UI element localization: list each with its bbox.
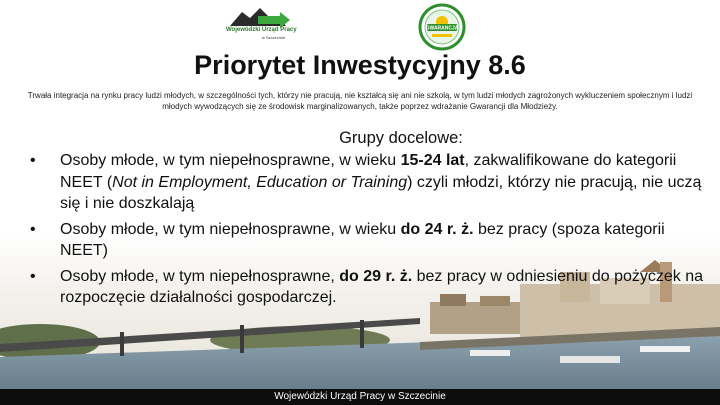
list-item — [26, 266, 706, 309]
target-groups-heading: Grupy docelowe: — [339, 129, 463, 147]
bullet-text: , zakwalifikowane do kategorii NEET ( — [60, 152, 677, 191]
bullet-text: Osoby młode, w tym niepełnosprawne, w wieku — [60, 152, 401, 169]
bullet-text: bez pracy (spoza kategorii NEET) — [60, 220, 665, 259]
page-title: Priorytet Inwestycyjny 8.6 — [194, 50, 526, 80]
left-logo-subtitle: w Szczecinie — [262, 35, 286, 40]
intro-paragraph: Trwała integracja na rynku pracy ludzi młodych, w szczególności tych, którzy nie pracują, nie kształcą się ani nie szkolą, w tym ludzi młodych zagrożonych wykluczeniem społecznym i ludzi młodych wywodzących się ze środowisk marginalizowanych, także poprzez wdrażanie Gwarancji dla Młodzieży. — [27, 91, 693, 111]
bullet-emphasis: 15-24 lat — [400, 152, 465, 169]
left-logo-name: Wojewódzki Urząd Pracy — [226, 27, 297, 33]
bullet-emphasis: do 29 r. ż. — [339, 267, 413, 285]
list-item — [26, 219, 706, 262]
bullet-text: Osoby młode, w tym niepełnosprawne, — [60, 267, 340, 285]
list-item — [26, 150, 706, 215]
target-groups-section — [26, 128, 706, 313]
target-groups-list — [26, 150, 706, 309]
bullet-text: ) czyli młodzi, którzy nie pracują, nie uczą się i nie doszkalają — [60, 173, 702, 212]
bullet-icon: • — [30, 152, 36, 169]
bullet-text: Osoby młode, w tym niepełnosprawne, w wieku — [60, 220, 401, 238]
bullet-icon: • — [30, 267, 36, 285]
bullet-emphasis: do 24 r. ż. — [400, 220, 474, 238]
bullet-italic: Not in Employment, Education or Training — [112, 173, 408, 191]
bullet-text: bez pracy w odniesieniu do pożyczek na rozpoczęcie działalności gospodarczej. — [60, 267, 704, 306]
gwarancja-logo-icon — [418, 3, 466, 51]
bullet-icon: • — [30, 220, 36, 238]
footer-text: Wojewódzki Urząd Pracy w Szczecinie — [274, 391, 446, 402]
right-logo-name: GWARANCJA — [425, 25, 459, 32]
